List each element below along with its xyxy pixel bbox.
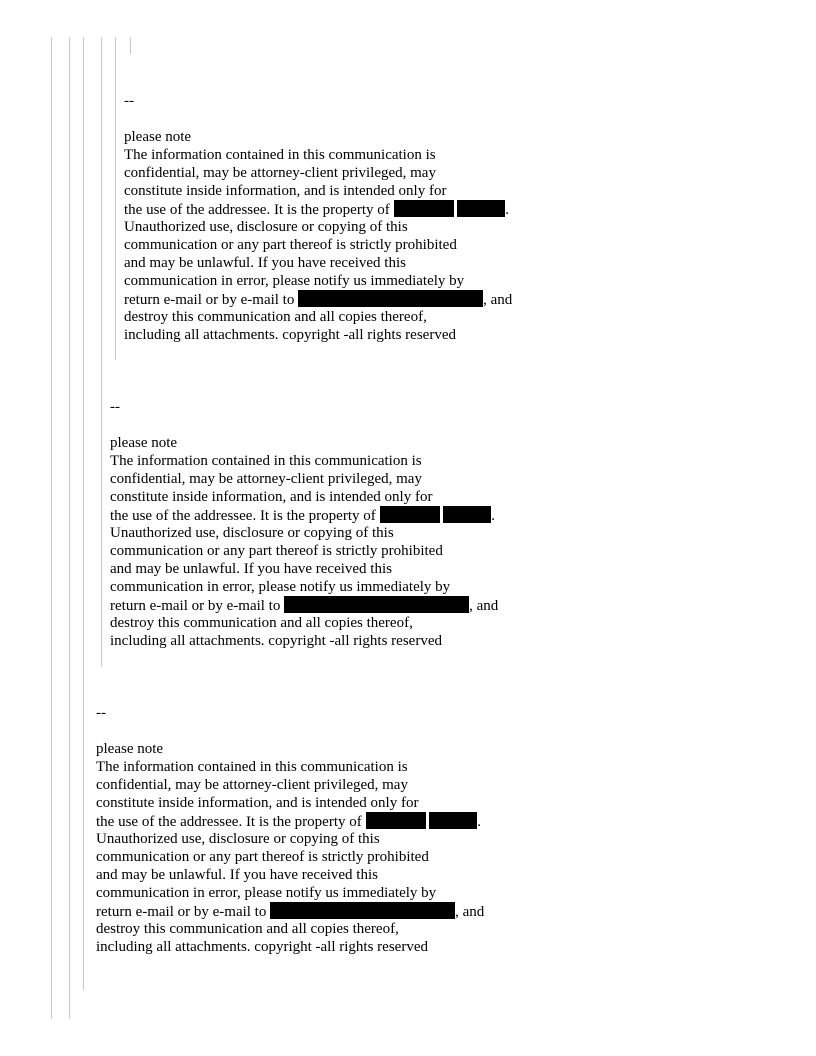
notice-line: including all attachments. copyright -all rights reserved	[110, 633, 442, 649]
separator: --	[110, 399, 120, 415]
signature-notice-level-2	[110, 398, 498, 650]
redaction-bar	[394, 200, 454, 217]
notice-line: including all attachments. copyright -all rights reserved	[96, 939, 428, 955]
notice-line: confidential, may be attorney-client privileged, may	[96, 777, 408, 793]
notice-heading: please note	[110, 435, 178, 451]
notice-line: communication or any part thereof is strictly prohibited	[110, 543, 443, 559]
notice-line: constitute inside information, and is intended only for	[96, 795, 419, 811]
notice-heading: please note	[124, 129, 192, 145]
notice-line: the use of the addressee. It is the property of .	[124, 202, 509, 218]
notice-line: communication in error, please notify us immediately by	[96, 885, 437, 901]
notice-line: return e-mail or by e-mail to , and	[124, 292, 513, 308]
signature-notice-level-3	[124, 92, 512, 344]
notice-line: the use of the addressee. It is the property of .	[96, 814, 481, 830]
notice-line: including all attachments. copyright -all rights reserved	[124, 327, 456, 343]
notice-line: communication or any part thereof is strictly prohibited	[124, 237, 457, 253]
notice-line: communication in error, please notify us immediately by	[110, 579, 451, 595]
quote-bar-level-6	[130, 37, 131, 54]
notice-line: the use of the addressee. It is the property of .	[110, 508, 495, 524]
notice-line: The information contained in this communication is	[124, 147, 436, 163]
quote-bar-level-1	[51, 37, 52, 1019]
notice-line: The information contained in this communication is	[96, 759, 408, 775]
quote-bar-level-3	[83, 37, 84, 990]
notice-line: The information contained in this communication is	[110, 453, 422, 469]
notice-line: confidential, may be attorney-client privileged, may	[110, 471, 422, 487]
notice-heading: please note	[96, 741, 164, 757]
notice-line: return e-mail or by e-mail to , and	[96, 904, 485, 920]
redaction-bar	[270, 902, 455, 919]
notice-line: constitute inside information, and is intended only for	[110, 489, 433, 505]
notice-line: destroy this communication and all copies thereof,	[96, 921, 399, 937]
notice-line: return e-mail or by e-mail to , and	[110, 598, 499, 614]
separator: --	[96, 705, 106, 721]
notice-line: and may be unlawful. If you have received this	[124, 255, 406, 271]
notice-line: Unauthorized use, disclosure or copying of this	[124, 219, 408, 235]
notice-line: confidential, may be attorney-client privileged, may	[124, 165, 436, 181]
quote-bar-level-4	[101, 37, 102, 667]
notice-line: Unauthorized use, disclosure or copying of this	[96, 831, 380, 847]
notice-line: communication or any part thereof is strictly prohibited	[96, 849, 429, 865]
redaction-bar	[366, 812, 426, 829]
redaction-bar	[284, 596, 469, 613]
notice-line: destroy this communication and all copies thereof,	[110, 615, 413, 631]
separator: --	[124, 93, 134, 109]
redaction-bar	[380, 506, 440, 523]
quote-bar-level-2	[69, 37, 70, 1019]
signature-notice-level-1	[96, 704, 484, 956]
notice-line: constitute inside information, and is intended only for	[124, 183, 447, 199]
quote-bar-level-5	[115, 37, 116, 360]
redaction-bar	[443, 506, 491, 523]
redaction-bar	[457, 200, 505, 217]
notice-line: destroy this communication and all copies thereof,	[124, 309, 427, 325]
notice-line: and may be unlawful. If you have received this	[96, 867, 378, 883]
redaction-bar	[429, 812, 477, 829]
notice-line: communication in error, please notify us immediately by	[124, 273, 465, 289]
redaction-bar	[298, 290, 483, 307]
notice-line: and may be unlawful. If you have received this	[110, 561, 392, 577]
notice-line: Unauthorized use, disclosure or copying of this	[110, 525, 394, 541]
